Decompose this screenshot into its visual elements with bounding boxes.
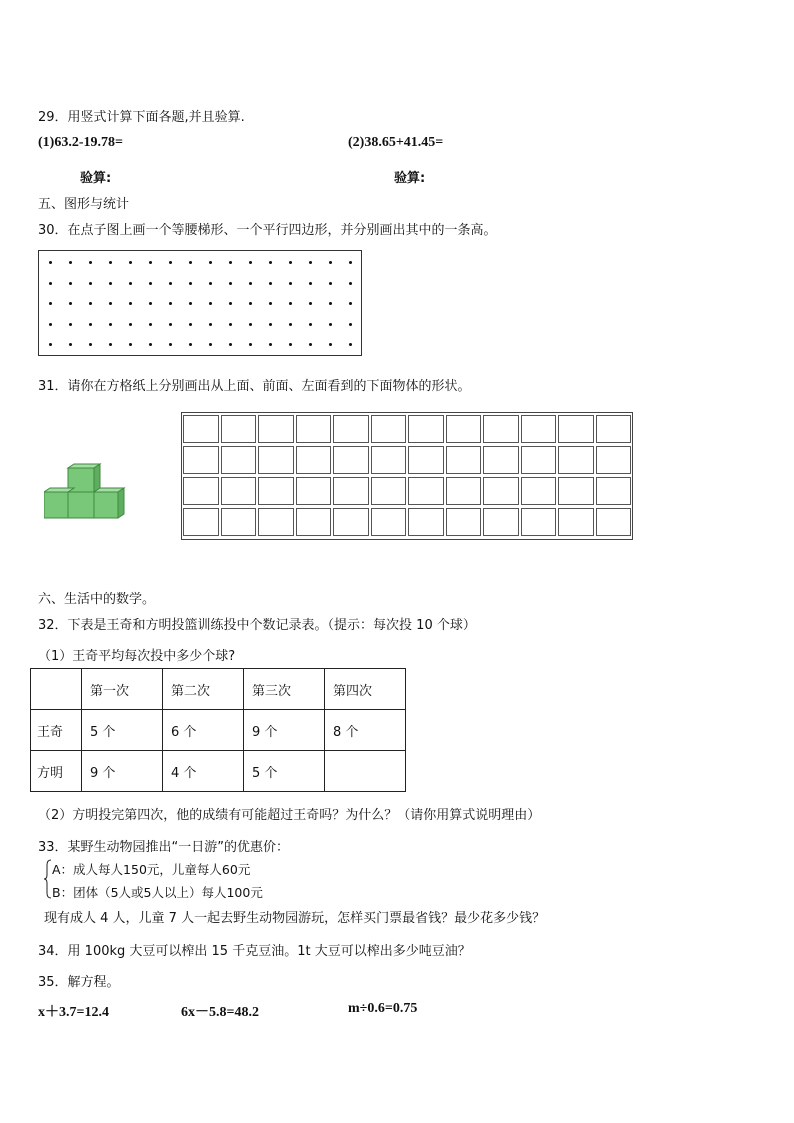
grid-dot — [289, 323, 292, 326]
grid-dot — [49, 343, 52, 346]
grid-dot — [309, 323, 312, 326]
grid-cell[interactable] — [371, 446, 407, 474]
grid-dot — [209, 282, 212, 285]
grid-cell[interactable] — [408, 415, 444, 443]
q32-sub-1: （1）王奇平均每次投中多少个球? — [38, 649, 236, 664]
grid-dot — [329, 282, 332, 285]
grid-cell[interactable] — [258, 477, 294, 505]
grid-dot — [69, 282, 72, 285]
grid-dot — [149, 343, 152, 346]
table-cell: 9 个 — [244, 710, 325, 751]
grid-cell[interactable] — [483, 415, 519, 443]
grid-cell[interactable] — [596, 477, 632, 505]
grid-cell[interactable] — [408, 446, 444, 474]
grid-cell[interactable] — [221, 508, 257, 536]
q33-title: 33．某野生动物园推出“一日游”的优惠价： — [38, 840, 290, 855]
grid-cell[interactable] — [183, 477, 219, 505]
grid-cell[interactable] — [558, 415, 594, 443]
grid-dot — [89, 282, 92, 285]
grid-cell[interactable] — [521, 446, 557, 474]
section-6-heading: 六、生活中的数学。 — [38, 592, 156, 607]
grid-cell[interactable] — [258, 415, 294, 443]
grid-dot — [249, 343, 252, 346]
grid-dot — [209, 261, 212, 264]
grid-dot — [249, 261, 252, 264]
q29-title: 29．用竖式计算下面各题,并且验算. — [38, 110, 245, 125]
grid-cell[interactable] — [483, 477, 519, 505]
grid-cell[interactable] — [333, 508, 369, 536]
grid-dot — [309, 261, 312, 264]
grid-dot — [349, 343, 352, 346]
grid-cell[interactable] — [596, 446, 632, 474]
q35-title: 35．解方程。 — [38, 975, 120, 990]
grid-cell[interactable] — [408, 508, 444, 536]
q31-title: 31．请你在方格纸上分别画出从上面、前面、左面看到的下面物体的形状。 — [38, 379, 471, 394]
grid-cell[interactable] — [183, 508, 219, 536]
grid-dot — [49, 261, 52, 264]
grid-dot — [189, 302, 192, 305]
grid-cell[interactable] — [446, 477, 482, 505]
grid-dot — [129, 282, 132, 285]
table-cell: 5 个 — [244, 751, 325, 792]
q29-check-1: 验算: — [80, 171, 112, 186]
grid-cell[interactable] — [521, 477, 557, 505]
table-header-cell — [31, 669, 82, 710]
grid-row — [182, 414, 632, 444]
grid-dot — [269, 343, 272, 346]
q32-sub-2: （2）方明投完第四次，他的成绩有可能超过王奇吗？为什么？（请你用算式说明理由） — [38, 808, 541, 823]
q33-question: 现有成人 4 人，儿童 7 人一起去野生动物园游玩，怎样买门票最省钱？最少花多少钱？ — [44, 911, 546, 926]
grid-row — [182, 445, 632, 475]
grid-dot — [69, 261, 72, 264]
grid-cell[interactable] — [371, 508, 407, 536]
q35-equation-3: m÷0.6=0.75 — [348, 1001, 418, 1016]
grid-dot — [109, 282, 112, 285]
grid-cell[interactable] — [558, 446, 594, 474]
grid-dot — [349, 302, 352, 305]
table-row — [31, 751, 406, 792]
grid-dot — [89, 261, 92, 264]
grid-dot — [109, 323, 112, 326]
grid-dot — [109, 302, 112, 305]
q30-title: 30．在点子图上画一个等腰梯形、一个平行四边形，并分别画出其中的一条高。 — [38, 223, 497, 238]
table-header-cell: 第一次 — [82, 669, 163, 710]
grid-cell[interactable] — [258, 446, 294, 474]
grid-dot — [189, 282, 192, 285]
grid-dot — [229, 261, 232, 264]
grid-dot — [329, 302, 332, 305]
grid-dot — [129, 323, 132, 326]
q29-problem-1: (1)63.2-19.78= — [38, 135, 123, 150]
grid-dot — [169, 261, 172, 264]
grid-cell[interactable] — [371, 415, 407, 443]
grid-cell[interactable] — [558, 508, 594, 536]
grid-dot — [309, 302, 312, 305]
grid-dot — [329, 343, 332, 346]
stacked-cubes-icon — [44, 462, 126, 522]
table-cell: 9 个 — [82, 751, 163, 792]
grid-dot — [129, 302, 132, 305]
grid-row — [182, 476, 632, 506]
grid-cell[interactable] — [333, 477, 369, 505]
grid-cell[interactable] — [183, 415, 219, 443]
grid-dot — [169, 343, 172, 346]
grid-dot — [129, 343, 132, 346]
grid-dot — [189, 323, 192, 326]
score-table — [30, 668, 406, 792]
table-cell: 5 个 — [82, 710, 163, 751]
grid-dot — [149, 261, 152, 264]
grid-row — [182, 507, 632, 537]
table-cell: 8 个 — [325, 710, 406, 751]
grid-dot — [229, 343, 232, 346]
grid-dot — [189, 343, 192, 346]
grid-dot — [49, 323, 52, 326]
grid-dot — [309, 343, 312, 346]
grid-cell[interactable] — [221, 415, 257, 443]
grid-dot — [49, 282, 52, 285]
grid-cell[interactable] — [371, 477, 407, 505]
grid-dot — [69, 343, 72, 346]
table-row — [31, 710, 406, 751]
grid-dot — [329, 261, 332, 264]
grid-dot — [229, 282, 232, 285]
grid-dot — [249, 282, 252, 285]
grid-cell[interactable] — [596, 508, 632, 536]
grid-dot — [329, 323, 332, 326]
grid-dot — [269, 323, 272, 326]
grid-dot — [109, 343, 112, 346]
grid-dot — [269, 282, 272, 285]
grid-dot — [89, 343, 92, 346]
grid-dot — [129, 261, 132, 264]
table-cell: 方明 — [31, 751, 82, 792]
grid-cell[interactable] — [521, 415, 557, 443]
grid-dot — [349, 261, 352, 264]
grid-dot — [289, 282, 292, 285]
grid-dot — [269, 302, 272, 305]
table-header-cell: 第三次 — [244, 669, 325, 710]
grid-dot — [229, 323, 232, 326]
grid-cell[interactable] — [333, 415, 369, 443]
q35-equation-2: 6x－5.8=48.2 — [181, 1005, 259, 1020]
table-header-row — [31, 669, 406, 710]
grid-dot — [149, 302, 152, 305]
grid-cell[interactable] — [296, 446, 332, 474]
grid-cell[interactable] — [596, 415, 632, 443]
grid-cell[interactable] — [221, 477, 257, 505]
grid-dot — [69, 323, 72, 326]
grid-dot — [189, 261, 192, 264]
q29-problem-2: (2)38.65+41.45= — [348, 135, 444, 150]
grid-dot — [89, 302, 92, 305]
grid-dot — [349, 282, 352, 285]
q29-check-2: 验算: — [394, 171, 426, 186]
q33-option-b: B：团体（5人或5人以上）每人100元 — [52, 885, 263, 900]
grid-cell[interactable] — [183, 446, 219, 474]
grid-dot — [169, 302, 172, 305]
table-cell — [325, 751, 406, 792]
grid-cell[interactable] — [483, 446, 519, 474]
grid-dot — [249, 302, 252, 305]
q35-equation-1: x＋3.7=12.4 — [38, 1005, 109, 1020]
q32-title: 32．下表是王奇和方明投篮训练投中个数记录表。（提示：每次投 10 个球） — [38, 618, 476, 633]
grid-dot — [289, 302, 292, 305]
grid-dot — [209, 323, 212, 326]
table-cell: 6 个 — [163, 710, 244, 751]
grid-cell[interactable] — [446, 446, 482, 474]
grid-dot — [309, 282, 312, 285]
grid-dot — [149, 282, 152, 285]
q34-title: 34．用 100kg 大豆可以榨出 15 千克豆油。1t 大豆可以榨出多少吨豆油？ — [38, 944, 471, 959]
brace-icon — [44, 859, 52, 899]
table-header-cell: 第二次 — [163, 669, 244, 710]
grid-cell[interactable] — [296, 508, 332, 536]
grid-cell[interactable] — [296, 477, 332, 505]
grid-dot — [289, 343, 292, 346]
grid-cell[interactable] — [446, 415, 482, 443]
grid-dot — [109, 261, 112, 264]
grid-cell[interactable] — [408, 477, 444, 505]
grid-dot — [209, 343, 212, 346]
grid-paper[interactable] — [181, 412, 633, 540]
grid-dot — [149, 323, 152, 326]
grid-dot — [289, 261, 292, 264]
dot-grid[interactable] — [38, 250, 362, 356]
grid-dot — [249, 323, 252, 326]
grid-dot — [269, 261, 272, 264]
grid-cell[interactable] — [483, 508, 519, 536]
grid-cell[interactable] — [333, 446, 369, 474]
grid-dot — [69, 302, 72, 305]
grid-dot — [349, 323, 352, 326]
grid-cell[interactable] — [258, 508, 294, 536]
section-5-heading: 五、图形与统计 — [38, 197, 130, 212]
grid-cell[interactable] — [296, 415, 332, 443]
grid-cell[interactable] — [521, 508, 557, 536]
q33-option-a: A：成人每人150元，儿童每人60元 — [52, 862, 251, 877]
table-header-cell: 第四次 — [325, 669, 406, 710]
grid-cell[interactable] — [558, 477, 594, 505]
grid-dot — [169, 323, 172, 326]
grid-dot — [209, 302, 212, 305]
grid-dot — [49, 302, 52, 305]
table-cell: 4 个 — [163, 751, 244, 792]
grid-cell[interactable] — [446, 508, 482, 536]
grid-dot — [229, 302, 232, 305]
grid-dot — [89, 323, 92, 326]
table-cell: 王奇 — [31, 710, 82, 751]
grid-cell[interactable] — [221, 446, 257, 474]
grid-dot — [169, 282, 172, 285]
